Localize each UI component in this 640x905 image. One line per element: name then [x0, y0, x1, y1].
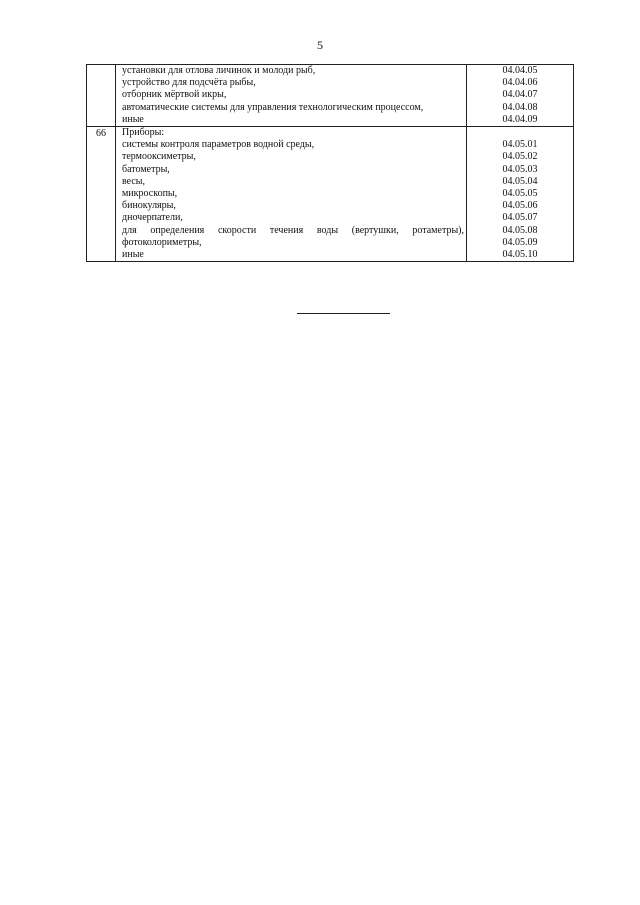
item-name: установки для отлова личинок и молоди рыб,: [122, 65, 316, 76]
item-code: 04.05.09: [502, 236, 538, 248]
table-row: [87, 127, 574, 262]
row-number: 66: [96, 128, 106, 140]
item-name: весы,: [122, 175, 146, 187]
item-code: 04.04.09: [502, 113, 538, 125]
item-names-cell: [116, 127, 467, 262]
item-code: 04.05.08: [502, 224, 538, 236]
item-code: 04.05.10: [502, 249, 538, 261]
item-codes-cell: [467, 65, 574, 127]
item-name: иные: [122, 113, 144, 125]
item-name: батометры,: [122, 163, 170, 175]
item-name: иные: [122, 249, 144, 261]
item-code: 04.05.05: [502, 188, 538, 200]
item-name: Приборы:: [122, 127, 165, 139]
table-row: [87, 65, 574, 127]
item-name: системы контроля параметров водной среды,: [122, 139, 315, 151]
item-name: автоматические системы для управления технологическим процессом,: [122, 101, 424, 113]
item-name: фотоколориметры,: [122, 236, 202, 248]
page-number: 5: [317, 38, 323, 52]
item-name: термооксиметры,: [122, 151, 196, 163]
item-name: для определения скорости течения воды (вертушки, ротаметры),: [122, 224, 464, 236]
item-code: 04.05.03: [502, 163, 538, 175]
item-name: отборник мёртвой икры,: [122, 89, 227, 101]
item-names-cell: [116, 65, 467, 127]
row-number-cell: [87, 127, 116, 262]
classification-table: [86, 64, 574, 262]
item-code: 04.05.02: [502, 151, 538, 163]
item-code: 04.04.06: [502, 77, 538, 89]
item-code: 04.05.07: [502, 212, 538, 224]
item-code: 04.04.08: [502, 101, 538, 113]
item-code: 04.04.07: [502, 89, 538, 101]
row-number-cell: [87, 65, 116, 127]
item-name: бинокуляры,: [122, 200, 176, 212]
item-code: 04.05.04: [502, 175, 538, 187]
item-name: устройство для подсчёта рыбы,: [122, 77, 256, 89]
item-name: дночерпатели,: [122, 212, 183, 224]
item-code: 04.05.01: [502, 139, 538, 151]
end-of-document-rule: [297, 313, 390, 314]
item-name: микроскопы,: [122, 188, 178, 200]
item-codes-cell: [467, 127, 574, 262]
item-code: [467, 127, 573, 139]
item-code: 04.05.06: [502, 200, 538, 212]
item-code: 04.04.05: [502, 65, 538, 76]
